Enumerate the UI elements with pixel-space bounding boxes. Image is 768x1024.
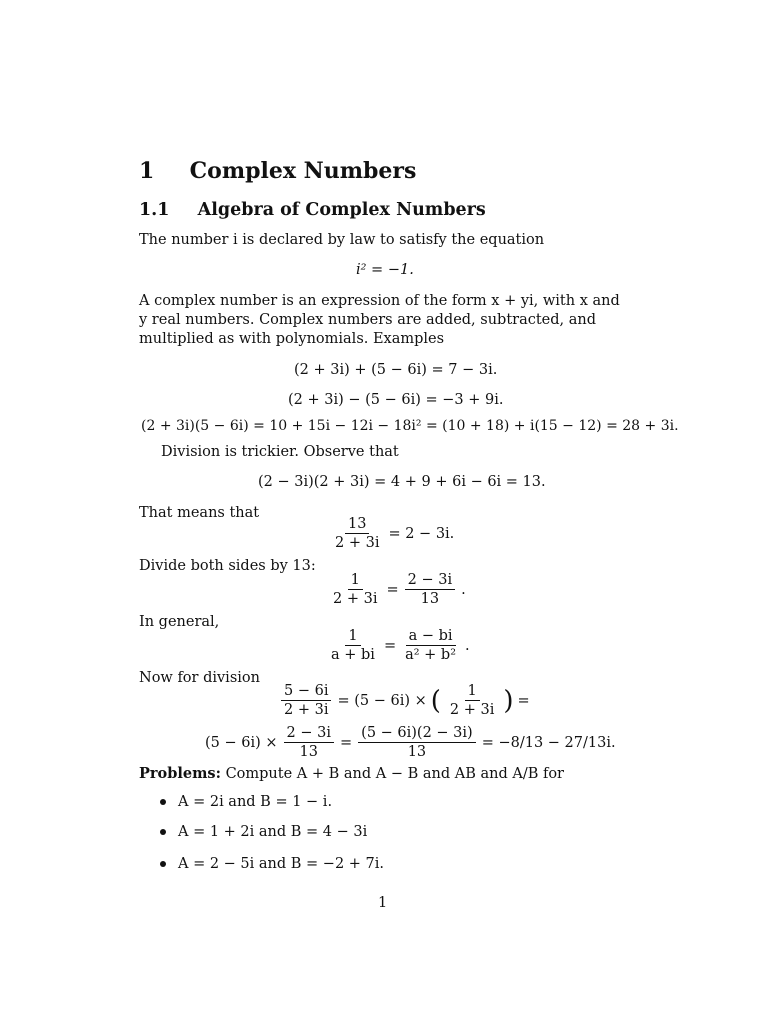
section-title: Complex Numbers bbox=[189, 158, 417, 184]
section-number: 1 bbox=[139, 158, 155, 184]
denominator: 2 + 3i bbox=[449, 702, 495, 718]
equals-sign: = bbox=[383, 637, 397, 654]
example-subtraction: (2 + 3i) − (5 − 6i) = −3 + 9i. bbox=[288, 392, 504, 408]
denominator: 2 + 3i bbox=[335, 535, 380, 551]
page-number: 1 bbox=[378, 895, 388, 911]
problems-label: Problems: bbox=[139, 765, 221, 782]
fraction-equation-1 bbox=[330, 515, 454, 552]
left-paren: ( bbox=[430, 685, 441, 716]
numerator: 1 bbox=[348, 571, 363, 590]
fraction-equation-3 bbox=[326, 627, 470, 664]
period: . bbox=[465, 637, 470, 654]
fraction-left bbox=[284, 724, 334, 761]
section-heading bbox=[139, 158, 416, 184]
subsection-heading bbox=[139, 200, 486, 220]
list-item-text: A = 2 − 5i and B = −2 + 7i. bbox=[178, 856, 385, 872]
equation-i-squared: i² = −1. bbox=[356, 262, 414, 278]
denominator: a² + b² bbox=[405, 647, 457, 663]
numerator: 1 bbox=[465, 682, 480, 701]
example-multiplication: (2 + 3i)(5 − 6i) = 10 + 15i − 12i − 18i² = (10 + 18) + i(15 − 12) = 28 + 3i. bbox=[141, 418, 679, 434]
now-text: Now for division bbox=[139, 670, 260, 686]
list-item-text: A = 1 + 2i and B = 4 − 3i bbox=[178, 824, 368, 840]
fraction-right bbox=[405, 571, 455, 608]
denominator: 13 bbox=[420, 591, 440, 607]
bullet-icon bbox=[160, 861, 166, 867]
numerator: 1 bbox=[345, 627, 360, 646]
prefix: (5 − 6i) × bbox=[205, 734, 278, 751]
list-item bbox=[160, 856, 384, 872]
fraction-left bbox=[330, 571, 380, 608]
fraction-equation-2 bbox=[328, 571, 466, 608]
numerator: a − bi bbox=[406, 627, 456, 646]
fraction-right bbox=[402, 627, 459, 664]
general-text: In general, bbox=[139, 614, 220, 630]
numerator: (5 − 6i)(2 − 3i) bbox=[358, 724, 476, 743]
fraction-equation-5 bbox=[205, 724, 616, 761]
fraction bbox=[332, 515, 382, 552]
example-addition: (2 + 3i) + (5 − 6i) = 7 − 3i. bbox=[294, 362, 498, 378]
subsection-number: 1.1 bbox=[139, 200, 170, 220]
numerator: 2 − 3i bbox=[405, 571, 455, 590]
numerator: 2 − 3i bbox=[284, 724, 334, 743]
result: = −8/13 − 27/13i. bbox=[481, 734, 616, 751]
bullet-icon bbox=[160, 829, 166, 835]
fraction-inner bbox=[447, 682, 497, 719]
numerator: 5 − 6i bbox=[281, 682, 331, 701]
fraction-left bbox=[281, 682, 331, 719]
definition-paragraph: A complex number is an expression of the form x + yi, with x and y real numbers. Complex numbers are added, subtracted, and multiplied as with polynomials. Examples bbox=[139, 293, 620, 347]
equals-sign: = bbox=[517, 692, 530, 709]
denominator: 2 + 3i bbox=[284, 702, 329, 718]
list-item bbox=[160, 794, 332, 810]
bullet-icon bbox=[160, 799, 166, 805]
period: . bbox=[461, 581, 466, 598]
list-item bbox=[160, 824, 367, 840]
intro-text: The number i is declared by law to satisfy the equation bbox=[139, 232, 545, 248]
middle-expression: = (5 − 6i) × bbox=[337, 692, 427, 709]
list-item-text: A = 2i and B = 1 − i. bbox=[178, 794, 333, 810]
fraction-left bbox=[328, 627, 378, 664]
equals-sign: = bbox=[386, 581, 399, 598]
rhs: = 2 − 3i. bbox=[388, 525, 455, 542]
right-paren: ) bbox=[503, 685, 514, 716]
fraction-right bbox=[358, 724, 476, 761]
problems-text: Compute A + B and A − B and AB and A/B for bbox=[225, 766, 564, 782]
denominator: 2 + 3i bbox=[333, 591, 378, 607]
division-text: Division is trickier. Observe that bbox=[161, 444, 399, 460]
numerator: 13 bbox=[345, 515, 369, 534]
fraction-equation-4 bbox=[279, 682, 530, 719]
denominator: 13 bbox=[299, 744, 318, 760]
equals-sign: = bbox=[340, 734, 353, 751]
denominator: 13 bbox=[407, 744, 427, 760]
subsection-title: Algebra of Complex Numbers bbox=[197, 200, 486, 220]
problems-line bbox=[139, 765, 564, 782]
equation-conjugate: (2 − 3i)(2 + 3i) = 4 + 9 + 6i − 6i = 13. bbox=[258, 474, 546, 490]
divide-text: Divide both sides by 13: bbox=[139, 558, 316, 574]
denominator: a + bi bbox=[331, 647, 375, 663]
means-text: That means that bbox=[139, 505, 260, 521]
